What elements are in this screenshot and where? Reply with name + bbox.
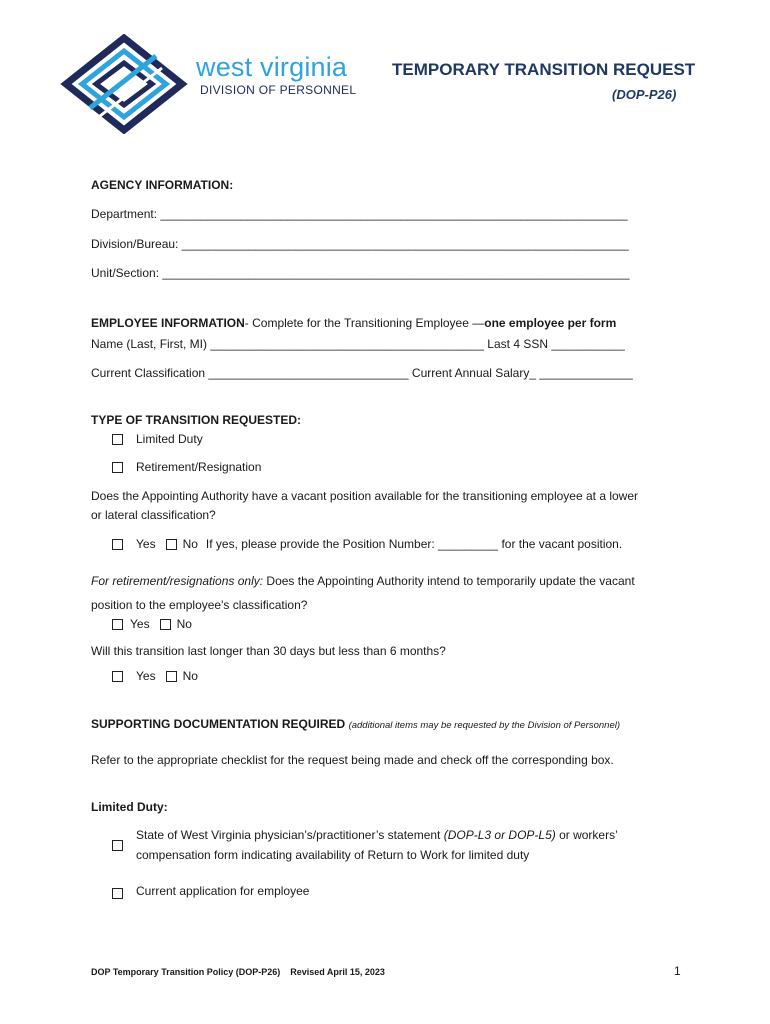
form-code: (DOP-P26) — [612, 87, 677, 102]
question-vacant-answers — [112, 537, 622, 552]
question-duration-answers — [112, 669, 198, 684]
retirement-label: Retirement/Resignation — [136, 460, 262, 474]
retirement-checkbox[interactable] — [112, 462, 123, 473]
question-update-answers — [112, 617, 192, 632]
employee-heading-line — [91, 316, 616, 331]
agency-heading: AGENCY INFORMATION: — [91, 178, 234, 192]
position-number-field[interactable]: If yes, please provide the Position Number: _________ for the vacant position. — [205, 537, 623, 551]
limited-duty-heading: Limited Duty: — [91, 800, 168, 814]
footer-policy: DOP Temporary Transition Policy (DOP-P26) Revised April 15, 2023 — [91, 967, 385, 977]
physician-statement-checkbox[interactable] — [112, 840, 123, 851]
name-ssn-field[interactable]: Name (Last, First, MI) _________________________________________ Last 4 SSN ___________ — [91, 337, 625, 351]
retirement-only-note: For retirement/resignations only: — [91, 574, 264, 588]
logo-text-division: DIVISION OF PERSONNEL — [200, 83, 357, 97]
page-number: 1 — [674, 964, 681, 978]
docs-note: (additional items may be requested by the Division of Personnel) — [348, 720, 620, 731]
option-limited-duty[interactable] — [112, 432, 203, 447]
classification-salary-field[interactable]: Current Classification ______________________________ Current Annual Salary_ ______________ — [91, 366, 633, 380]
update-no-label: No — [176, 617, 192, 631]
physician-statement-text: State of West Virginia physician’s/practitioner’s statement — [136, 828, 444, 842]
department-field[interactable]: Department: ______________________________________________________________________ — [91, 207, 628, 221]
vacant-no-checkbox[interactable] — [166, 539, 177, 550]
vacant-no-label: No — [182, 537, 198, 551]
update-no-checkbox[interactable] — [160, 619, 171, 630]
option-retirement[interactable] — [112, 460, 261, 475]
duration-no-label: No — [182, 669, 198, 683]
physician-statement-line2: compensation form indicating availability of Return to Work for limited duty — [136, 848, 530, 862]
division-field[interactable]: Division/Bureau: ___________________________________________________________________ — [91, 237, 629, 251]
docs-heading-line — [91, 717, 620, 733]
physician-statement-text-end: or workers’ — [555, 828, 618, 842]
update-yes-label: Yes — [130, 617, 150, 631]
doc-item-application[interactable] — [112, 884, 309, 899]
limited-duty-checkbox[interactable] — [112, 434, 123, 445]
question-update-line1 — [91, 574, 635, 589]
wv-logo — [60, 34, 360, 134]
duration-yes-checkbox[interactable] — [112, 671, 123, 682]
employee-intro: - Complete for the Transitioning Employee — — [244, 316, 485, 330]
limited-duty-label: Limited Duty — [136, 432, 203, 446]
logo-mark-icon — [60, 34, 188, 134]
question-vacant-line1: Does the Appointing Authority have a vacant position available for the transitioning employee at a lower — [91, 489, 639, 503]
application-checkbox[interactable] — [112, 888, 123, 899]
logo-text-west-virginia: west virginia — [196, 52, 348, 82]
employee-intro-bold: one employee per form — [484, 316, 617, 330]
vacant-yes-checkbox[interactable] — [112, 539, 123, 550]
docs-heading: SUPPORTING DOCUMENTATION REQUIRED — [91, 717, 346, 731]
docs-instruction: Refer to the appropriate checklist for the request being made and check off the corresponding box. — [91, 753, 614, 767]
physician-statement-code: (DOP-L3 or DOP-L5) — [443, 828, 556, 842]
unit-field[interactable]: Unit/Section: ______________________________________________________________________ — [91, 266, 630, 280]
duration-yes-label: Yes — [136, 669, 156, 683]
update-yes-checkbox[interactable] — [112, 619, 123, 630]
question-update-line2: position to the employee's classification? — [91, 598, 308, 612]
application-label: Current application for employee — [136, 884, 310, 898]
transition-heading: TYPE OF TRANSITION REQUESTED: — [91, 413, 302, 427]
page-title: TEMPORARY TRANSITION REQUEST — [392, 60, 696, 79]
employee-heading: EMPLOYEE INFORMATION — [91, 316, 245, 330]
vacant-yes-label: Yes — [136, 537, 156, 551]
question-vacant-line2: or lateral classification? — [91, 508, 216, 522]
question-duration: Will this transition last longer than 30 days but less than 6 months? — [91, 644, 446, 658]
question-update-text: Does the Appointing Authority intend to temporarily update the vacant — [263, 574, 635, 588]
duration-no-checkbox[interactable] — [166, 671, 177, 682]
physician-statement-line1 — [136, 828, 618, 843]
